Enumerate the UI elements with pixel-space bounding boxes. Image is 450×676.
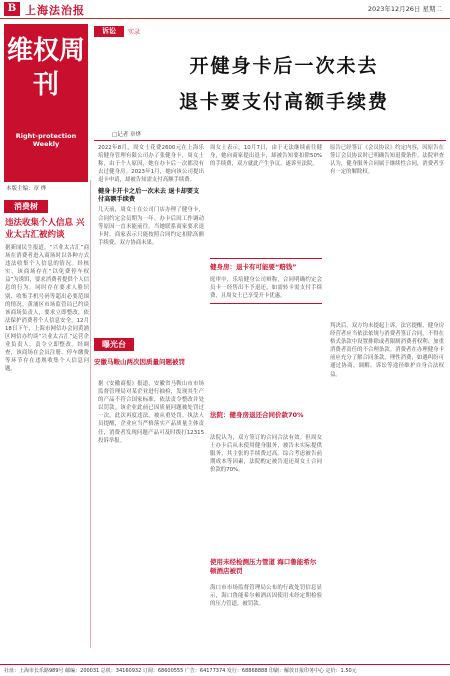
gym-subheading-box xyxy=(210,258,322,304)
masthead-subtitle: Right-protection Weekly xyxy=(15,132,77,148)
main-article-area xyxy=(94,22,446,662)
editor-line: 本版主编：章 烨 xyxy=(6,186,47,192)
col1-subheading: 健身卡开卡之后一次未去 退卡却要支付高额手续费 xyxy=(98,188,200,204)
col2-paragraph-1: 周女士表示，10月7日，由于无法继续前往健身，她向商家提出退卡，却被告知要扣除50%的手续费，双方就此产生争议，遂诉至法院。 xyxy=(210,145,322,168)
exposure-tag: 曝光台 xyxy=(94,338,134,351)
column-divider xyxy=(90,180,91,648)
article-column-1 xyxy=(98,144,204,247)
byline: □记者 章烨 xyxy=(112,132,141,138)
masthead-title: 维权周刊 xyxy=(6,36,85,100)
col3-paragraph-2: 判决后，双方均未提起上诉。法官提醒，健身房经营者应当依法依规与消费者签订合同，不得在格式条款中设置排除或者限制消费者权利、加重消费者责任的不合理条款。消费者在办理健身卡前应充分了解合同条款，理性消费，如遇纠纷可通过协商、调解、诉讼等途径维护自身合法权益。 xyxy=(330,323,444,378)
consumer-tree-tag: 消费树 xyxy=(4,200,48,213)
hotel-fine-headline: 使用未经检测压力管道 海口鲁能希尔顿酒店被罚 xyxy=(210,558,317,575)
col2-paragraph-4: 海口市市场监督管理局公布的行政处罚信息显示，海口鲁能希尔顿酒店因使用未经定期检验的压力管道，被罚款。 xyxy=(210,585,322,608)
page-header xyxy=(0,0,450,19)
court-subheading: 法院：健身房退还合同价款70% xyxy=(210,411,304,419)
left-column xyxy=(0,18,90,658)
section-sub: 实录 xyxy=(128,29,141,36)
consumer-tree-body: 据新闻民生报道，“兴业太古汇”商场在消费者进入商场时以各种方式违法收集个人信息的情况。经核实，该商场存在“以免费停车权益”为诱饵，要求消费者提供个人信息的行为。同时存在要求人脸识别、收集手机号码等超出必要范围的情况。黄浦区市场监管局已约谈该商场负责人，要求立即整改，依法保护消费者个人信息安全。12月18日下午，上海市网信办会同黄浦区网信办约谈“兴业太古汇”运营企业负责人，责令立即整改。经调查，该商场在会员注册、停车缴费等环节存在违规收集个人信息问题。 xyxy=(5,245,89,373)
headline-line-1: 开健身卡后一次未去 xyxy=(189,55,379,77)
exposure-body: 据《安徽商报》报道，安徽省马鞍山市市场监督管理局对某企业进行抽检，发现其生产的产品不符合国家标准，依法责令整改并处以罚款。该企业此前已因质量问题被处罚过一次，此次再度违法，被从重处罚。执法人员提醒，企业应当严格落实产品质量主体责任，消费者发现问题产品可及时拨打12315投诉举报。 xyxy=(98,381,204,444)
masthead xyxy=(4,24,88,182)
section-tag: 诉讼 xyxy=(94,26,124,37)
paper-name: 上海法治报 xyxy=(25,4,85,17)
consumer-tree-title: 违法收集个人信息 兴业太古汇被约谈 xyxy=(5,218,85,240)
col1-paragraph-2: 几天前，周女士在公司门店办理了健身卡，合同约定会员期为一年。办卡后因工作调动等原因一直未能前往。当她联系商家要求退卡时，商家表示只能按照合同约定扣除高额手续费，双方协商未果。 xyxy=(98,207,204,246)
issue-date: 2023年12月26日 星期二 xyxy=(367,5,442,13)
headline-rule xyxy=(94,140,446,141)
article-column-3 xyxy=(330,144,444,176)
page-footer: 社址：上海市长乐路989号 邮编：200031 总机：34160932 订阅：68600555 广告：64177374 发行：68868888 印刷：解放日报印务中心 定价：1.50元 xyxy=(0,664,450,676)
gym-subheading: 健身房：退卡有可能要“赔钱” xyxy=(210,263,297,271)
col2-paragraph-3: 法院认为，双方签订的合同合法有效。但周女士办卡后从未使用健身服务，被告未实际提供服务，其主张的手续费过高。综合考虑被告前期成本等因素，法院酌定被告退还周女士合同价款的70%。 xyxy=(210,435,322,474)
col3-paragraph-1: 原告已经签订《会员协议》约定内容，因原告在签订会员协议时已明确告知退费条件。法院审查认为，健身服务合同属于继续性合同，消费者享有一定的解除权。 xyxy=(330,145,444,176)
col1-paragraph-1: 2022年8月，周女士花费2600元在上海乐培健身管理有限公司办了张健身卡，周女士称，由于个人原因，她在办卡后一次都没有去过健身房。2023年1月，她向该公司提出退卡申请，却被告知需支付高额手续费。 xyxy=(98,145,204,184)
main-headline xyxy=(134,48,434,120)
col2-paragraph-2: 庭审中，乐培健身公司辩称，合同明确约定会员卡一经售出不予退还，如需转卡需支付手续费，且周女士已享受开卡优惠。 xyxy=(210,277,322,300)
paper-logo-letter: B xyxy=(4,2,20,16)
article-column-2 xyxy=(210,144,322,168)
headline-line-2: 退卡要支付高额手续费 xyxy=(178,91,389,113)
exposure-headline: 安徽马鞍山两次因质量问题被罚 xyxy=(94,358,185,366)
